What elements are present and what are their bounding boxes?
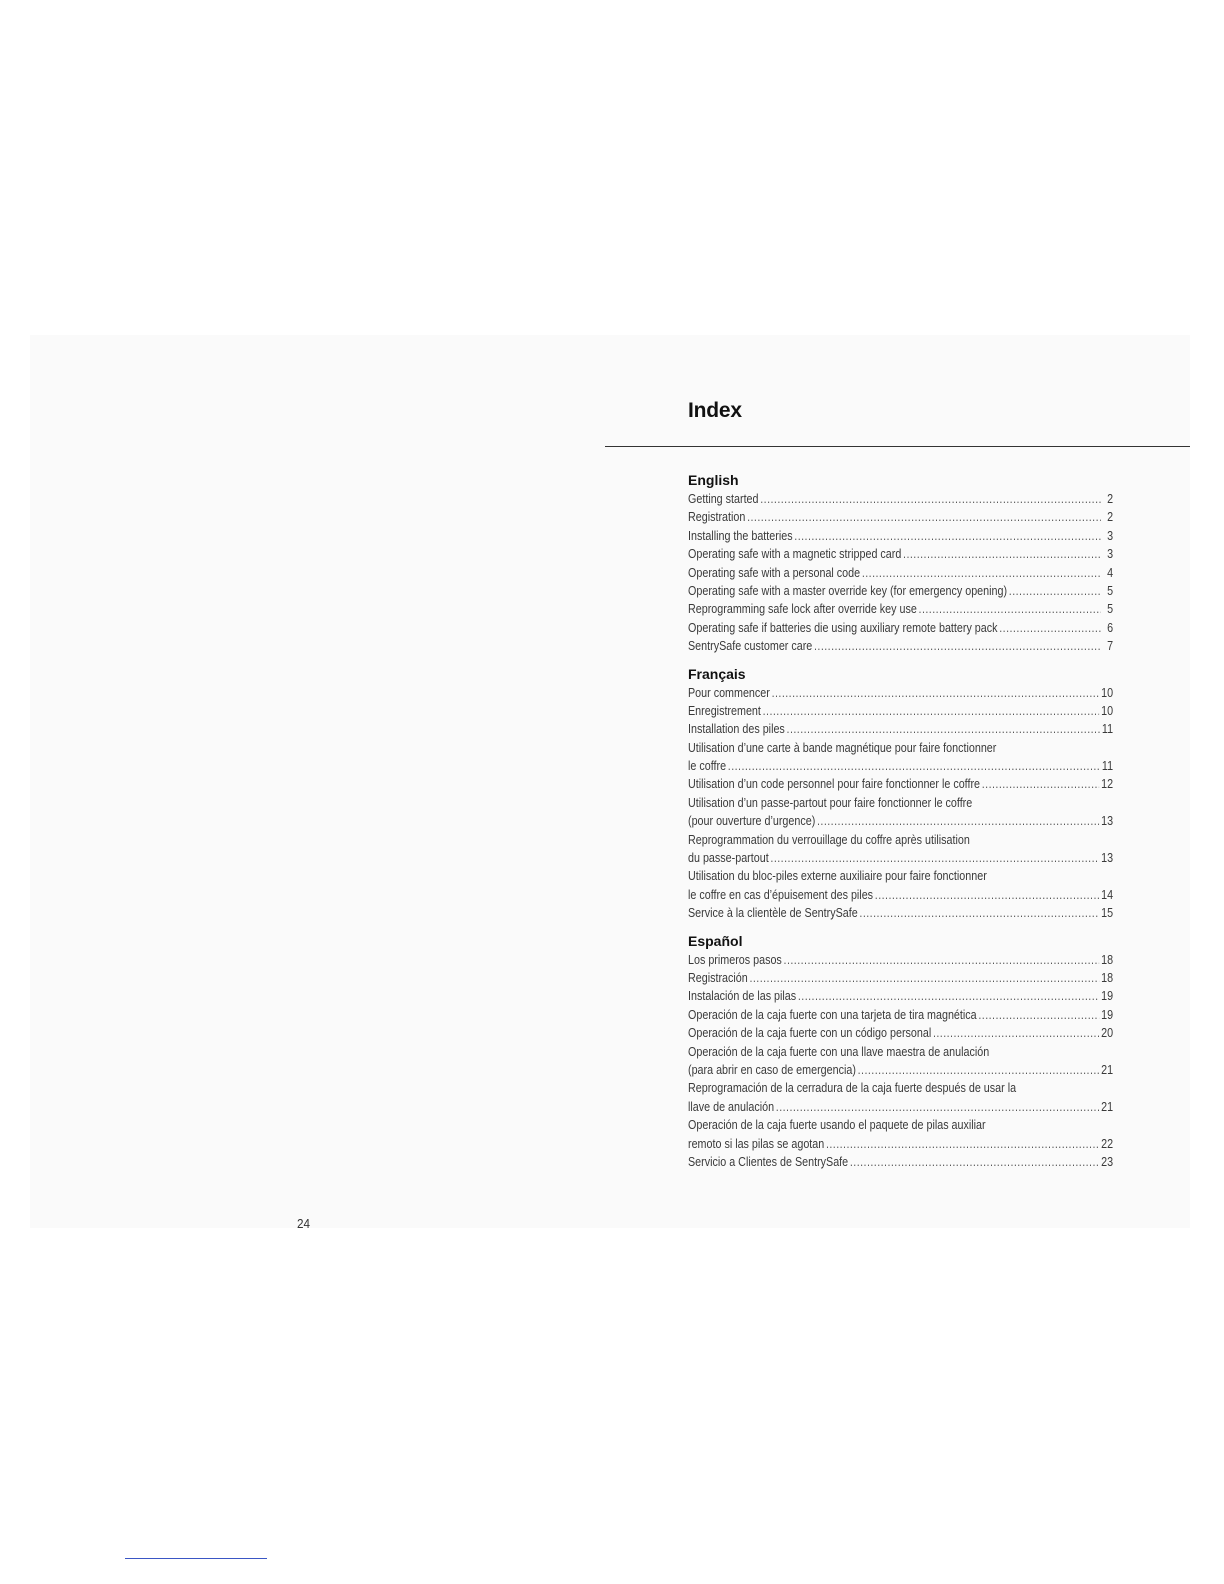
dot-leader <box>728 757 1100 775</box>
dot-leader <box>787 720 1101 738</box>
toc-entry[interactable] <box>688 1079 1113 1116</box>
dot-leader <box>772 684 1100 702</box>
dot-leader <box>859 904 1099 922</box>
section-heading: Español <box>688 932 743 949</box>
toc-entry[interactable] <box>688 720 1113 738</box>
dot-leader <box>875 886 1100 904</box>
toc-entry-line <box>688 739 1113 757</box>
toc-entry-page-number: 18 <box>1101 970 1114 985</box>
toc-entry-page-number: 7 <box>1107 639 1114 654</box>
toc-section <box>688 932 1113 1172</box>
dot-leader <box>933 1024 1099 1042</box>
toc-entry-title: Reprogramming safe lock after override key use <box>688 602 917 617</box>
toc-entry-line <box>688 1098 1113 1116</box>
toc-entry-title: Utilisation du bloc-piles externe auxiliaire pour faire fonctionner <box>688 869 987 884</box>
toc-entry-line <box>688 527 1113 545</box>
dot-leader <box>982 775 1100 793</box>
toc-entry-title: Operación de la caja fuerte con una tarjeta de tira magnética <box>688 1007 977 1022</box>
toc-entry-page-number: 12 <box>1101 777 1114 792</box>
toc-entry-line <box>688 1153 1113 1171</box>
toc-entry-title: Enregistrement <box>688 703 761 718</box>
toc-entry-title: SentrySafe customer care <box>688 639 813 654</box>
toc-entry-page-number: 19 <box>1101 989 1114 1004</box>
toc-entry-line <box>688 969 1113 987</box>
table-of-contents <box>688 471 1113 1180</box>
toc-entry-page-number: 13 <box>1101 814 1114 829</box>
toc-entry[interactable] <box>688 794 1113 831</box>
toc-entry-title: Operating safe if batteries die using auxiliary remote battery pack <box>688 620 998 635</box>
toc-entry-line <box>688 508 1113 526</box>
toc-entry[interactable] <box>688 1153 1113 1171</box>
toc-entry-line <box>688 904 1113 922</box>
toc-entry-page-number: 3 <box>1107 547 1114 562</box>
toc-entry[interactable] <box>688 1006 1113 1024</box>
dot-leader <box>850 1153 1100 1171</box>
toc-entry-line <box>688 582 1113 600</box>
toc-entry[interactable] <box>688 564 1113 582</box>
toc-entry-line <box>688 1006 1113 1024</box>
toc-entry[interactable] <box>688 739 1113 776</box>
toc-entry-title: Pour commencer <box>688 685 770 700</box>
toc-entry-title: Reprogrammation du verrouillage du coffre après utilisation <box>688 832 970 847</box>
toc-entry-line <box>688 564 1113 582</box>
toc-entry-title: Utilisation d’une carte à bande magnétique pour faire fonctionner <box>688 740 997 755</box>
dot-leader <box>1009 582 1101 600</box>
dot-leader <box>798 987 1099 1005</box>
toc-entry-title: le coffre en cas d’épuisement des piles <box>688 887 874 902</box>
toc-entry-line <box>688 849 1113 867</box>
dot-leader <box>919 600 1101 618</box>
dot-leader <box>784 951 1100 969</box>
toc-entry-line <box>688 619 1113 637</box>
toc-entry[interactable] <box>688 582 1113 600</box>
toc-entry-page-number: 18 <box>1101 952 1114 967</box>
toc-entry-page-number: 6 <box>1107 620 1114 635</box>
toc-entry-line <box>688 1116 1113 1134</box>
toc-entry[interactable] <box>688 904 1113 922</box>
toc-entry-page-number: 21 <box>1101 1099 1114 1114</box>
toc-entry-page-number: 10 <box>1101 685 1114 700</box>
toc-entry-page-number: 20 <box>1101 1026 1114 1041</box>
page-title: Index <box>688 399 742 422</box>
toc-entry-title: Operación de la caja fuerte usando el paquete de pilas auxiliar <box>688 1118 986 1133</box>
dot-leader <box>826 1135 1099 1153</box>
toc-entry-title: Registración <box>688 970 748 985</box>
toc-entry-line <box>688 757 1113 775</box>
dot-leader <box>862 564 1101 582</box>
toc-entry-line <box>688 831 1113 849</box>
toc-entry-title: Operación de la caja fuerte con un código personal <box>688 1026 932 1041</box>
toc-entry-line <box>688 867 1113 885</box>
toc-entry-title: llave de anulación <box>688 1099 775 1114</box>
toc-entry-page-number: 15 <box>1101 906 1114 921</box>
section-heading: English <box>688 472 739 488</box>
toc-entry-line <box>688 1061 1113 1079</box>
toc-entry[interactable] <box>688 969 1113 987</box>
toc-entry-title: Operating safe with a magnetic stripped card <box>688 547 902 562</box>
toc-entry-line <box>688 1135 1113 1153</box>
dot-leader <box>978 1006 1099 1024</box>
toc-entry-line <box>688 720 1113 738</box>
toc-entry[interactable] <box>688 987 1113 1005</box>
toc-entry-title: (pour ouverture d’urgence) <box>688 814 816 829</box>
toc-entry-page-number: 5 <box>1107 602 1114 617</box>
toc-entry[interactable] <box>688 508 1113 526</box>
toc-entry-title: remoto si las pilas se agotan <box>688 1136 825 1151</box>
toc-entry[interactable] <box>688 545 1113 563</box>
dot-leader <box>794 527 1101 545</box>
toc-entry-page-number: 3 <box>1107 528 1114 543</box>
toc-entry-page-number: 5 <box>1107 583 1114 598</box>
toc-entry[interactable] <box>688 490 1113 508</box>
toc-entry-line <box>688 812 1113 830</box>
dot-leader <box>999 619 1101 637</box>
toc-entry-page-number: 23 <box>1101 1154 1114 1169</box>
toc-entry[interactable] <box>688 775 1113 793</box>
dot-leader <box>858 1061 1100 1079</box>
toc-section <box>688 471 1113 656</box>
toc-entry-page-number: 11 <box>1101 759 1114 774</box>
toc-entry-title: Operating safe with a master override key (for emergency opening) <box>688 583 1008 598</box>
toc-entry[interactable] <box>688 1116 1113 1153</box>
dot-leader <box>903 545 1101 563</box>
toc-entry-line <box>688 886 1113 904</box>
toc-entry-line <box>688 637 1113 655</box>
page-number: 24 <box>297 1216 311 1231</box>
toc-entry-line <box>688 775 1113 793</box>
toc-entry-title: du passe-partout <box>688 851 769 866</box>
toc-entry-title: le coffre <box>688 759 727 774</box>
toc-entry[interactable] <box>688 637 1113 655</box>
toc-entry-title: Utilisation d’un code personnel pour faire fonctionner le coffre <box>688 777 981 792</box>
toc-entry-page-number: 2 <box>1107 492 1114 506</box>
toc-entry-title: Service à la clientèle de SentrySafe <box>688 906 858 921</box>
toc-entry[interactable] <box>688 951 1113 969</box>
toc-entry-page-number: 19 <box>1101 1007 1114 1022</box>
dot-leader <box>749 969 1099 987</box>
toc-entry-line <box>688 951 1113 969</box>
toc-entry[interactable] <box>688 867 1113 904</box>
toc-entry-line <box>688 490 1113 508</box>
toc-entry[interactable] <box>688 527 1113 545</box>
toc-entry-page-number: 14 <box>1101 887 1114 902</box>
toc-entry-line <box>688 702 1113 720</box>
toc-entry-line <box>688 1079 1113 1097</box>
toc-entry-page-number: 4 <box>1107 565 1114 580</box>
footer-divider <box>125 1558 267 1559</box>
toc-entry-page-number: 21 <box>1101 1062 1114 1077</box>
toc-entry-page-number: 13 <box>1101 851 1114 866</box>
toc-entry[interactable] <box>688 1024 1113 1042</box>
dot-leader <box>747 508 1101 526</box>
dot-leader <box>814 637 1101 655</box>
toc-entry-title: (para abrir en caso de emergencia) <box>688 1062 856 1077</box>
dot-leader <box>763 702 1100 720</box>
toc-entry-page-number: 11 <box>1101 722 1114 737</box>
dot-leader <box>817 812 1099 830</box>
toc-entry-title: Installing the batteries <box>688 528 793 543</box>
toc-entry-title: Los primeros pasos <box>688 952 782 967</box>
toc-entry-line <box>688 684 1113 702</box>
toc-entry[interactable] <box>688 702 1113 720</box>
dot-leader <box>776 1098 1100 1116</box>
dot-leader <box>770 849 1099 867</box>
toc-entry-title: Operating safe with a personal code <box>688 565 861 580</box>
toc-entry-line <box>688 1024 1113 1042</box>
dot-leader <box>760 490 1101 508</box>
toc-entry-title: Utilisation d’un passe-partout pour faire fonctionner le coffre <box>688 795 973 810</box>
toc-entry-line <box>688 794 1113 812</box>
toc-entry-line <box>688 987 1113 1005</box>
toc-entry-line <box>688 545 1113 563</box>
toc-entry-title: Servicio a Clientes de SentrySafe <box>688 1154 849 1169</box>
toc-entry-page-number: 2 <box>1107 510 1114 525</box>
toc-entry-title: Reprogramación de la cerradura de la caja fuerte después de usar la <box>688 1081 1017 1096</box>
toc-entry[interactable] <box>688 684 1113 702</box>
toc-entry[interactable] <box>688 600 1113 618</box>
title-divider <box>605 446 1190 447</box>
toc-entry[interactable] <box>688 1043 1113 1080</box>
toc-entry[interactable] <box>688 619 1113 637</box>
toc-entry-title: Installation des piles <box>688 722 785 737</box>
toc-entry-page-number: 10 <box>1101 703 1114 718</box>
toc-entry-title: Instalación de las pilas <box>688 989 797 1004</box>
toc-entry-title: Registration <box>688 510 746 525</box>
toc-entry[interactable] <box>688 831 1113 868</box>
toc-entry-line <box>688 600 1113 618</box>
toc-entry-line <box>688 1043 1113 1061</box>
section-heading: Français <box>688 665 746 682</box>
toc-entry-title: Getting started <box>688 492 759 506</box>
toc-section <box>688 665 1113 923</box>
toc-entry-title: Operación de la caja fuerte con una llave maestra de anulación <box>688 1044 990 1059</box>
toc-entry-page-number: 22 <box>1101 1136 1114 1151</box>
